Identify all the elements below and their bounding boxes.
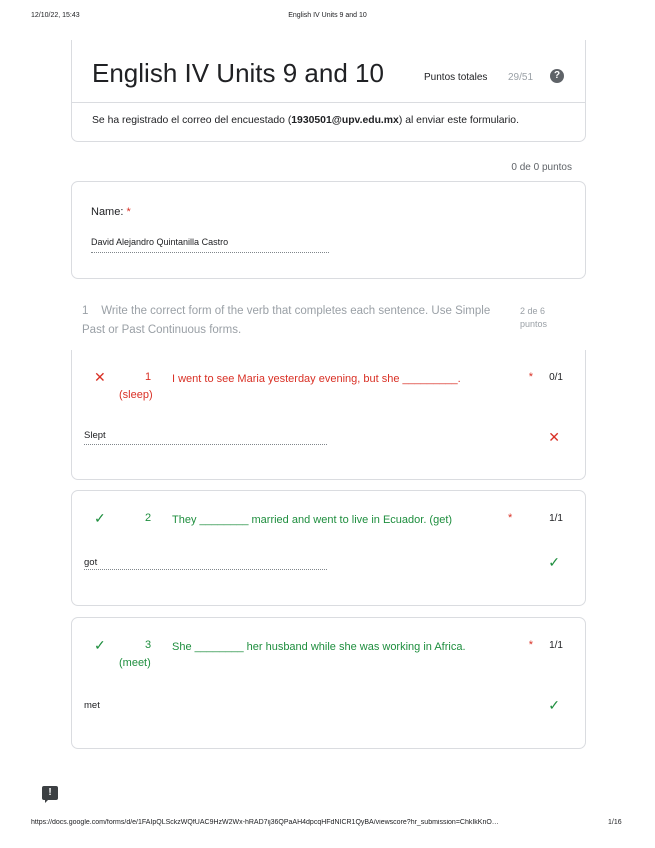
footer-page-number: 1/16 bbox=[608, 819, 622, 826]
help-icon[interactable]: ? bbox=[550, 69, 564, 83]
question-card-1 bbox=[71, 350, 586, 480]
section-heading bbox=[82, 302, 502, 340]
question-answer: met bbox=[84, 700, 100, 711]
question-text-hint: (sleep) bbox=[119, 389, 153, 401]
total-points-label: Puntos totales bbox=[424, 72, 488, 83]
answer-underline bbox=[91, 252, 329, 253]
x-icon: ✕ bbox=[548, 429, 560, 445]
question-text-hint: (meet) bbox=[119, 657, 151, 669]
name-question-label bbox=[91, 206, 131, 218]
total-points-score: 29/51 bbox=[508, 72, 534, 83]
footer-url: https://docs.google.com/forms/d/e/1FAIpQLSckzWQfUAC9HzW2Wx-hRAD7ij36QPaAH4dpcqHFdNICR1QyBA/viewscore?hr_submission=ChkIkKnO… bbox=[31, 819, 499, 826]
section-heading-text: Write the correct form of the verb that completes each sentence. Use Simple Past or Past Continuous forms. bbox=[82, 305, 491, 336]
section-number: 1 bbox=[82, 305, 89, 317]
print-datetime: 12/10/22, 15:43 bbox=[31, 12, 80, 19]
check-icon: ✓ bbox=[548, 554, 560, 570]
question-card-3 bbox=[71, 617, 586, 749]
respondent-email: 1930501@upv.edu.mx bbox=[291, 115, 399, 126]
form-title: English IV Units 9 and 10 bbox=[92, 58, 384, 88]
check-icon: ✓ bbox=[94, 510, 106, 526]
question-score: 1/1 bbox=[549, 640, 563, 651]
email-note-suffix: ) al enviar este formulario. bbox=[398, 115, 519, 126]
respondent-email-note bbox=[92, 115, 519, 126]
section-score: 0 de 0 puntos bbox=[511, 162, 572, 173]
required-mark: * bbox=[508, 512, 513, 524]
question-answer: Slept bbox=[84, 430, 106, 441]
answer-underline bbox=[84, 569, 327, 570]
question-text: I went to see Maria yesterday evening, but she _________. bbox=[172, 373, 461, 385]
question-score: 1/1 bbox=[549, 513, 563, 524]
section-points-line1: 2 de 6 bbox=[520, 306, 546, 316]
section-points-line2: puntos bbox=[520, 319, 548, 329]
question-text: She ________ her husband while she was working in Africa. bbox=[172, 641, 466, 653]
form-header-card bbox=[71, 40, 586, 142]
answer-underline bbox=[84, 444, 327, 445]
feedback-icon[interactable]: ! bbox=[42, 786, 58, 800]
question-card-2 bbox=[71, 490, 586, 606]
question-text: They ________ married and went to live in Ecuador. (get) bbox=[172, 514, 453, 526]
x-icon: ✕ bbox=[94, 369, 106, 385]
check-icon: ✓ bbox=[548, 697, 560, 713]
question-score: 0/1 bbox=[549, 372, 563, 383]
required-mark: * bbox=[528, 371, 533, 383]
header-divider bbox=[72, 102, 585, 103]
question-number: 3 bbox=[145, 639, 152, 651]
print-header bbox=[0, 12, 655, 24]
required-mark: * bbox=[528, 639, 533, 651]
required-mark: * bbox=[126, 206, 131, 218]
check-icon: ✓ bbox=[94, 637, 106, 653]
question-number: 2 bbox=[145, 512, 152, 524]
email-note-prefix: Se ha registrado el correo del encuestado ( bbox=[92, 115, 292, 126]
print-title: English IV Units 9 and 10 bbox=[288, 12, 367, 19]
name-label-text: Name: bbox=[91, 206, 124, 218]
name-answer-value: David Alejandro Quintanilla Castro bbox=[91, 237, 229, 247]
question-number: 1 bbox=[145, 371, 152, 383]
section-points bbox=[520, 305, 560, 331]
question-answer: got bbox=[84, 557, 98, 568]
name-question-card bbox=[71, 181, 586, 279]
